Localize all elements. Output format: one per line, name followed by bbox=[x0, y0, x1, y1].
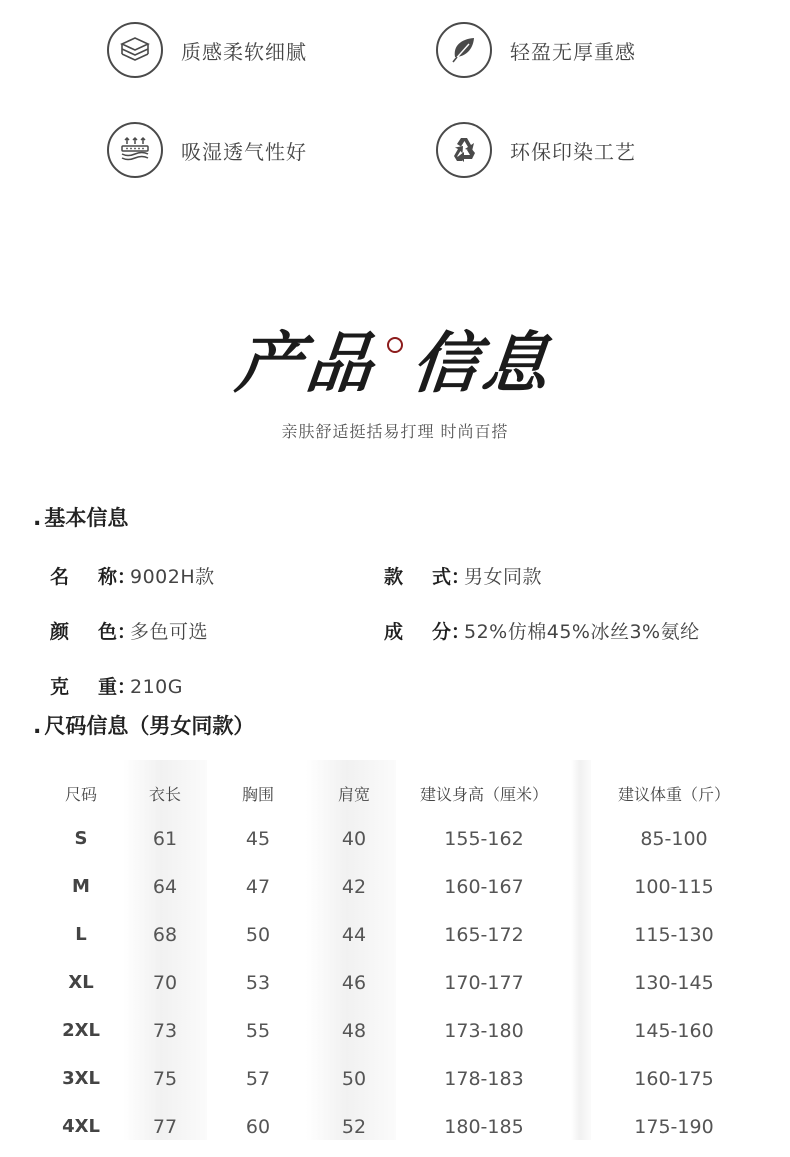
feature-label: 质感柔软细腻 bbox=[181, 39, 307, 64]
table-cell: 145-160 bbox=[634, 1020, 714, 1042]
section-title bbox=[0, 310, 790, 405]
table-cell: 61 bbox=[152, 828, 178, 850]
table-cell: 73 bbox=[152, 1020, 178, 1042]
info-color-value: 多色可选 bbox=[130, 621, 209, 643]
feature-breathable bbox=[107, 122, 307, 178]
table-cell: 160-175 bbox=[634, 1068, 714, 1090]
size-label-cell: XL bbox=[68, 972, 94, 993]
table-cell: 130-145 bbox=[634, 972, 714, 994]
table-header-cell: 肩宽 bbox=[337, 785, 370, 804]
table-cell: 173-180 bbox=[444, 1020, 524, 1042]
table-cell: 53 bbox=[245, 972, 271, 994]
table-cell: 55 bbox=[245, 1020, 271, 1042]
table-cell: 160-167 bbox=[444, 876, 524, 898]
table-cell: 178-183 bbox=[444, 1068, 524, 1090]
feature-label: 轻盈无厚重感 bbox=[510, 39, 636, 64]
table-cell: 64 bbox=[152, 876, 178, 898]
table-cell: 45 bbox=[245, 828, 271, 850]
table-cell: 60 bbox=[245, 1116, 271, 1138]
feature-light bbox=[436, 22, 636, 78]
info-composition: 成 分：52%仿棉45%冰丝3%氨纶 bbox=[384, 621, 700, 643]
table-cell: 75 bbox=[152, 1068, 178, 1090]
table-cell: 50 bbox=[341, 1068, 367, 1090]
table-cell: 170-177 bbox=[444, 972, 524, 994]
table-cell: 48 bbox=[341, 1020, 367, 1042]
info-name: 名 称：9002H款 bbox=[50, 566, 215, 588]
info-style: 款 式：男女同款 bbox=[384, 566, 543, 588]
info-color: 颜 色：多色可选 bbox=[50, 621, 209, 643]
title-accent-dot bbox=[387, 337, 403, 353]
table-cell: 40 bbox=[341, 828, 367, 850]
info-weight-value: 210G bbox=[130, 676, 183, 698]
table-cell: 47 bbox=[245, 876, 271, 898]
table-cell: 165-172 bbox=[444, 924, 524, 946]
size-label-cell: 2XL bbox=[62, 1020, 100, 1041]
info-name-value: 9002H款 bbox=[130, 566, 215, 588]
leaf-icon bbox=[436, 22, 492, 78]
size-label-cell: 4XL bbox=[62, 1116, 100, 1137]
table-cell: 57 bbox=[245, 1068, 271, 1090]
size-label-cell: L bbox=[75, 924, 87, 945]
table-cell: 100-115 bbox=[634, 876, 714, 898]
table-header-cell: 尺码 bbox=[64, 785, 97, 804]
info-composition-value: 52%仿棉45%冰丝3%氨纶 bbox=[464, 621, 700, 643]
size-label-cell: S bbox=[74, 828, 88, 849]
info-weight: 克 重：210G bbox=[50, 676, 183, 698]
table-cell: 175-190 bbox=[634, 1116, 714, 1138]
title-part-1: 产品 bbox=[232, 324, 381, 402]
layers-icon bbox=[107, 22, 163, 78]
table-header-cell: 衣长 bbox=[148, 785, 181, 804]
subtitle: 亲肤舒适挺括易打理 时尚百搭 bbox=[281, 422, 509, 441]
table-cell: 46 bbox=[341, 972, 367, 994]
size-label-cell: M bbox=[72, 876, 90, 897]
feature-label: 吸湿透气性好 bbox=[181, 139, 307, 164]
table-cell: 44 bbox=[341, 924, 367, 946]
size-info-heading: . 尺码信息（男女同款） bbox=[33, 714, 255, 739]
table-cell: 180-185 bbox=[444, 1116, 524, 1138]
size-label-cell: 3XL bbox=[62, 1068, 100, 1089]
info-style-value: 男女同款 bbox=[464, 566, 543, 588]
table-cell: 70 bbox=[152, 972, 178, 994]
feature-label: 环保印染工艺 bbox=[510, 139, 636, 164]
table-header-cell: 建议体重（斤） bbox=[617, 785, 730, 804]
table-cell: 52 bbox=[341, 1116, 367, 1138]
title-part-2: 信息 bbox=[408, 324, 557, 402]
table-cell: 42 bbox=[341, 876, 367, 898]
feature-soft bbox=[107, 22, 307, 78]
table-cell: 50 bbox=[245, 924, 271, 946]
table-cell: 85-100 bbox=[640, 828, 708, 850]
table-header-cell: 建议身高（厘米） bbox=[419, 785, 548, 804]
table-cell: 155-162 bbox=[444, 828, 524, 850]
feature-eco bbox=[436, 122, 636, 178]
breathable-icon bbox=[107, 122, 163, 178]
table-cell: 77 bbox=[152, 1116, 178, 1138]
table-cell: 115-130 bbox=[634, 924, 714, 946]
recycle-icon bbox=[436, 122, 492, 178]
table-header-cell: 胸围 bbox=[241, 785, 274, 804]
table-cell: 68 bbox=[152, 924, 178, 946]
basic-info-heading: . 基本信息 bbox=[33, 506, 129, 531]
